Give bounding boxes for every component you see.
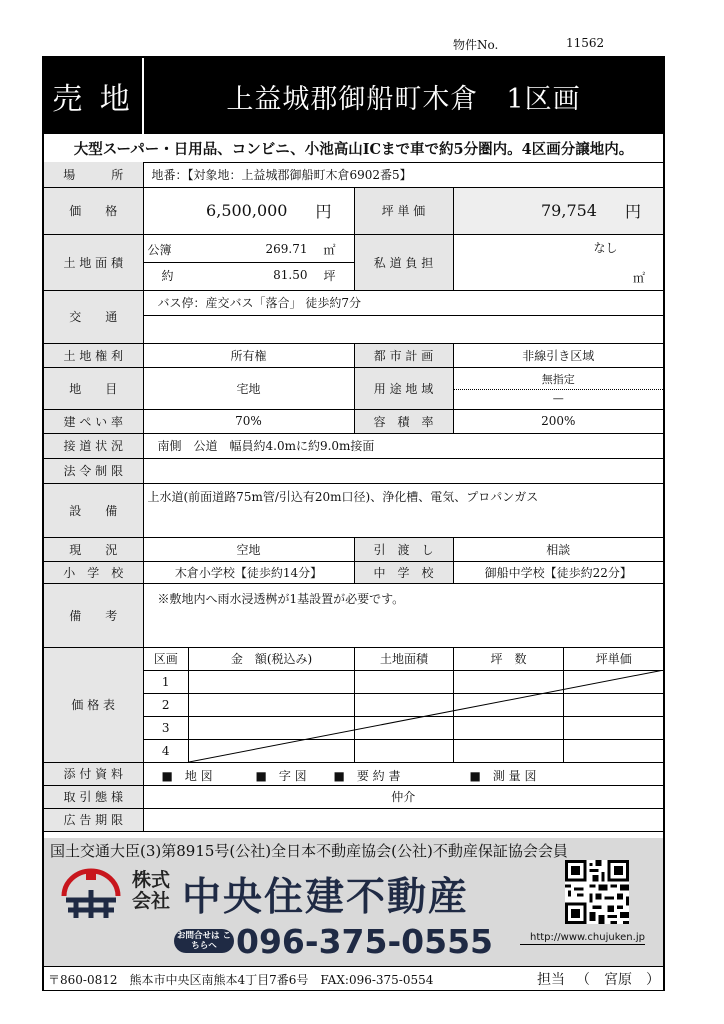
row-transport xyxy=(44,290,663,315)
area-registry-value: 269.71 xyxy=(265,242,308,256)
private-road-cell xyxy=(453,234,663,290)
row-facilities xyxy=(44,483,663,537)
area-approx-unit: 坪 xyxy=(323,268,336,283)
row-land-category xyxy=(44,367,663,409)
coverage-label: 建 ぺ い 率 xyxy=(44,409,143,433)
pt-header-lot: 区画 xyxy=(144,648,189,671)
elementary-value: 木倉小学校【徒歩約14分】 xyxy=(143,561,354,583)
company-logo-icon xyxy=(58,866,124,922)
ad-period-label: 広 告 期 限 xyxy=(44,808,143,831)
transaction-label: 取 引 態 様 xyxy=(44,785,143,808)
tsubo-price xyxy=(454,199,664,222)
row-remarks xyxy=(44,583,663,647)
area-approx xyxy=(144,263,354,288)
pt-lot: 2 xyxy=(144,693,189,716)
coverage-value: 70% xyxy=(143,409,354,433)
catchcopy: 大型スーパー・日用品、コンビニ、小池高山ICまで車で約5分圏内。4区画分譲地内。 xyxy=(44,134,663,163)
row-land-right xyxy=(44,343,663,367)
private-road-label: 私 道 負 担 xyxy=(354,234,453,290)
area-registry xyxy=(144,237,354,263)
price-table-cell xyxy=(143,647,663,762)
legal-value xyxy=(143,458,663,483)
area-approx-label: 約 xyxy=(161,268,174,283)
facilities-label: 設 備 xyxy=(44,483,143,537)
row-price-table xyxy=(44,647,663,762)
title-bar xyxy=(44,58,663,134)
area-registry-label: 公簿 xyxy=(147,242,172,257)
road-label: 接 道 状 況 xyxy=(44,433,143,458)
private-road-unit: ㎡ xyxy=(632,270,645,285)
transport-label: 交 通 xyxy=(44,290,143,343)
floor-ratio-value: 200% xyxy=(453,409,663,433)
property-number-label: 物件No. xyxy=(453,38,499,52)
attachment-map: ■ 地 図 xyxy=(161,768,213,783)
attachment-azazu: ■ 字 図 xyxy=(255,768,307,783)
attachment-survey: ■ 測 量 図 xyxy=(469,768,537,783)
pt-lot: 1 xyxy=(144,670,189,693)
company-address: 〒860-0812 熊本市中央区南熊本4丁目7番6号 FAX:096-375-0554 xyxy=(48,973,434,987)
tsubo-price-unit: 円 xyxy=(624,202,641,221)
land-category-value: 宅地 xyxy=(143,367,354,409)
zoning-sub: — xyxy=(552,392,564,405)
price-value: 6,500,000 xyxy=(206,201,288,220)
pt-lot: 4 xyxy=(144,739,189,762)
row-area xyxy=(44,234,663,290)
pt-lot: 3 xyxy=(144,716,189,739)
contact-badge: お問合せは こちらへ xyxy=(174,929,234,953)
location-value: 地番：【対象地：上益城郡御船町木倉6902番5】 xyxy=(143,162,663,187)
pt-header-tsubo: 坪 数 xyxy=(454,648,564,671)
license-text: 国土交通大臣(3)第8915号(公社)全日本不動産協会(公社)不動産保証協会会員 xyxy=(50,842,568,860)
row-coverage xyxy=(44,409,663,433)
city-plan-label: 都 市 計 画 xyxy=(354,343,453,367)
pt-header-area: 土地面積 xyxy=(355,648,454,671)
pt-header-amount: 金 額(税込み) xyxy=(189,648,355,671)
elementary-label: 小 学 校 xyxy=(44,561,143,583)
price-table-label: 価 格 表 xyxy=(44,647,143,762)
strike-diagonal xyxy=(189,670,664,762)
floor-ratio-label: 容 積 率 xyxy=(354,409,453,433)
details-table xyxy=(44,162,663,832)
company-kind: 株式会社 xyxy=(132,869,171,912)
price-label: 価 格 xyxy=(44,187,143,234)
attachments-label: 添 付 資 料 xyxy=(44,762,143,785)
current-value: 空地 xyxy=(143,537,354,561)
row-schools xyxy=(44,561,663,583)
private-road-value: なし xyxy=(593,240,618,255)
legal-label: 法 令 制 限 xyxy=(44,458,143,483)
remarks-label: 備 考 xyxy=(44,583,143,647)
location-label: 場 所 xyxy=(44,162,143,187)
transport-extra xyxy=(143,315,663,343)
row-attachments xyxy=(44,762,663,785)
junior-label: 中 学 校 xyxy=(354,561,453,583)
website-link[interactable]: http://www.chujuken.jp xyxy=(520,932,645,945)
area-approx-value: 81.50 xyxy=(273,268,308,282)
row-road xyxy=(44,433,663,458)
remarks-value: ※敷地内へ雨水浸透桝が1基設置が必要です。 xyxy=(143,583,663,647)
current-label: 現 況 xyxy=(44,537,143,561)
listing-type: 売 地 xyxy=(52,82,134,117)
row-ad-period xyxy=(44,808,663,831)
listing-title: 上益城郡御船町木倉 1区画 xyxy=(226,83,581,115)
land-right-label: 土 地 権 利 xyxy=(44,343,143,367)
staff-name: （ 宮原 ） xyxy=(576,972,660,988)
attachment-summary: ■ 要 約 書 xyxy=(333,768,401,783)
transaction-value: 仲介 xyxy=(143,785,663,808)
price-unit: 円 xyxy=(315,202,332,221)
address-bar xyxy=(44,966,663,990)
row-price xyxy=(44,187,663,234)
facilities-value: 上水道(前面道路75m管/引込有20m口径)、浄化槽、電気、プロパンガス xyxy=(143,483,663,537)
zoning-value: 無指定 xyxy=(454,369,664,390)
property-number: 11562 xyxy=(566,36,605,50)
attachments-cell xyxy=(143,762,663,785)
zoning-label: 用 途 地 域 xyxy=(354,367,453,409)
row-transaction xyxy=(44,785,663,808)
staff-label: 担当 xyxy=(537,972,565,988)
row-location xyxy=(44,162,663,187)
company-name: 中央住建不動産 xyxy=(182,875,470,920)
row-current xyxy=(44,537,663,561)
city-plan-value: 非線引き区域 xyxy=(453,343,663,367)
tsubo-price-label: 坪 単 価 xyxy=(354,187,453,234)
row-legal xyxy=(44,458,663,483)
zoning-cell xyxy=(453,367,663,409)
transport-value: バス停：産交バス「落合」 徒歩約7分 xyxy=(143,290,663,315)
tsubo-price-cell xyxy=(453,187,663,234)
company-footer xyxy=(44,838,663,989)
handover-value: 相談 xyxy=(453,537,663,561)
area-registry-unit: ㎡ xyxy=(323,242,336,257)
pt-header-unit-price: 坪単価 xyxy=(564,648,664,671)
land-right-value: 所有権 xyxy=(143,343,354,367)
road-value: 南側 公道 幅員約4.0mに約9.0m接面 xyxy=(143,433,663,458)
land-area-cell xyxy=(143,234,354,290)
price xyxy=(144,199,354,222)
price-table-header xyxy=(144,648,664,671)
ad-period-value xyxy=(143,808,663,831)
land-area-label: 土 地 面 積 xyxy=(44,234,143,290)
phone-number[interactable]: 096-375-0555 xyxy=(236,922,494,961)
tsubo-price-value: 79,754 xyxy=(541,201,597,220)
price-cell xyxy=(143,187,354,234)
handover-label: 引 渡 し xyxy=(354,537,453,561)
junior-value: 御船中学校【徒歩約22分】 xyxy=(453,561,663,583)
qr-code-icon[interactable] xyxy=(565,860,629,924)
land-category-label: 地 目 xyxy=(44,367,143,409)
